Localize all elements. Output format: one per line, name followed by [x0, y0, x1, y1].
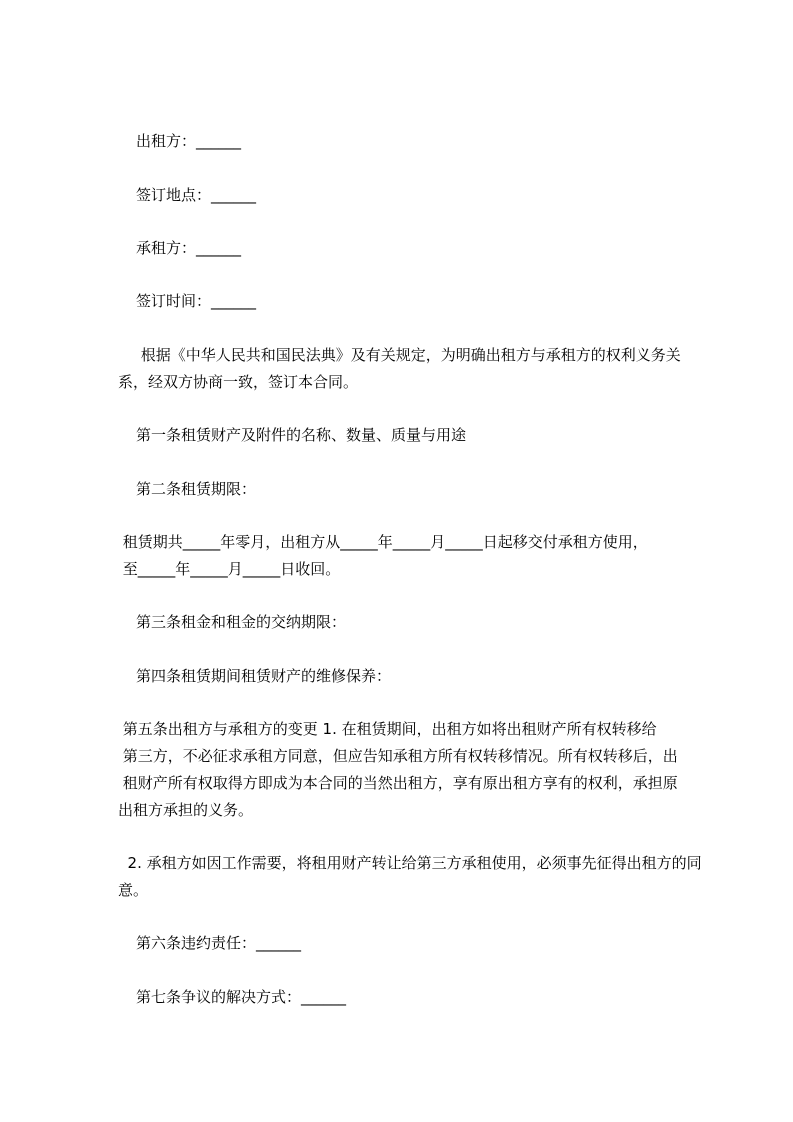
term-line-1: 租赁期共_____年零月，出租方从_____年_____月_____日起移交付承租方使用， [118, 533, 648, 551]
preamble-paragraph: 根据《中华人民共和国民法典》及有关规定，为明确出租方与承租方的权利义务关系，经双方协商一致，签订本合同。 [118, 346, 681, 391]
article-3-heading: 第三条租金和租金的交纳期限： [136, 613, 347, 631]
article-5-line-2: 第三方，不必征求承租方同意，但应告知承租方所有权转移情况。所有权转移后，出 [118, 747, 678, 765]
article-7-line: 第七条争议的解决方式：______ [136, 988, 347, 1006]
article-5-line-4: 出租方承担的义务。 [118, 801, 254, 819]
sign-time-line: 签订时间：______ [136, 292, 257, 310]
article-2-heading: 第二条租赁期限： [136, 480, 257, 498]
article-6-line: 第六条违约责任：______ [136, 934, 302, 952]
article-1-heading: 第一条租赁财产及附件的名称、数量、质量与用途 [136, 426, 467, 444]
sign-place-line: 签订地点：______ [136, 186, 257, 204]
article-5-line-1: 第五条出租方与承租方的变更 1. 在租赁期间，出租方如将出租财产所有权转移给 [118, 720, 657, 738]
lessee-line: 承租方：______ [136, 239, 242, 257]
article-4-heading: 第四条租赁期间租赁财产的维修保养： [136, 667, 392, 685]
article-5-line-3: 租财产所有权取得方即成为本合同的当然出租方，享有原出租方享有的权利，承担原 [118, 774, 678, 792]
term-line-2: 至_____年_____月_____日收回。 [118, 560, 341, 578]
lessor-line: 出租方：______ [136, 132, 242, 150]
clause-2-paragraph: 2. 承租方如因工作需要，将租用财产转让给第三方承租使用，必须事先征得出租方的同意。 [118, 854, 702, 899]
